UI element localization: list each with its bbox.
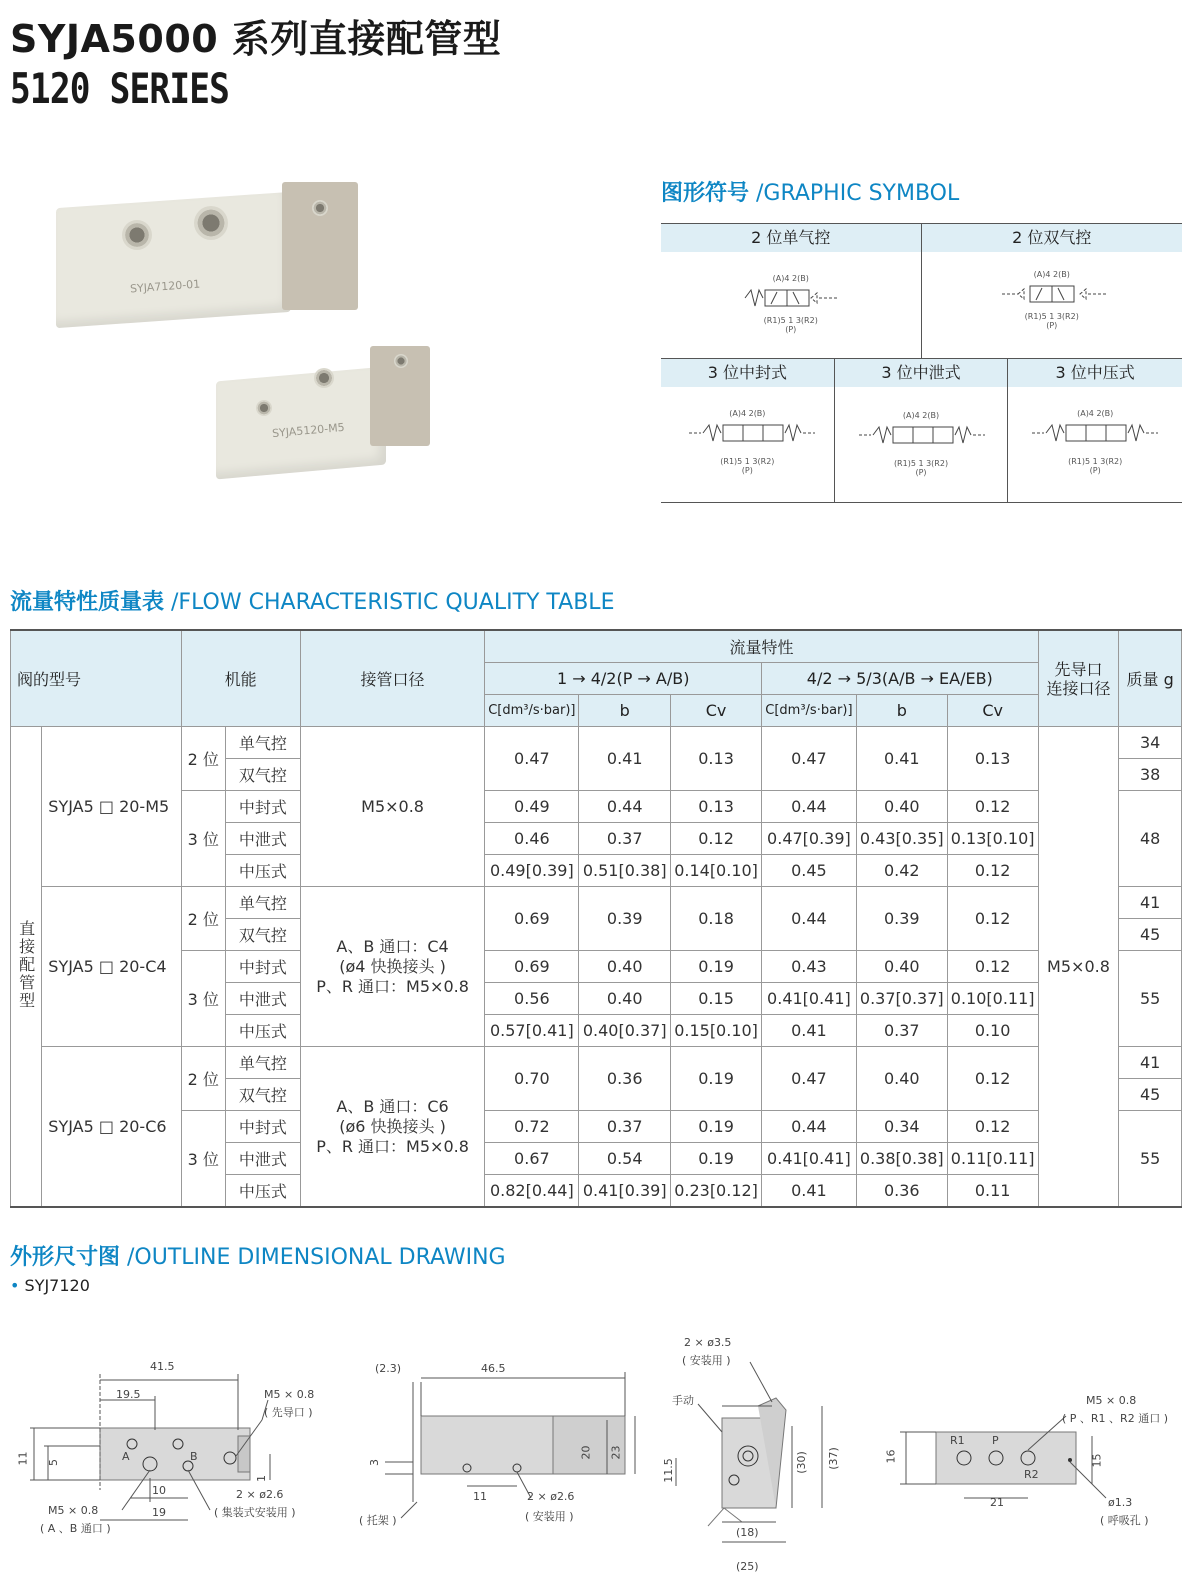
dim-label: 3 <box>368 1459 381 1466</box>
value-cell: 0.15[0.10] <box>671 1015 762 1047</box>
function-cell: 双气控 <box>226 1079 301 1111</box>
value-cell: 0.43[0.35] <box>856 823 947 855</box>
value-cell: 0.15 <box>671 983 762 1015</box>
function-cell: 中泄式 <box>226 983 301 1015</box>
dim-label: 2 × ø2.6 <box>527 1490 575 1503</box>
value-cell: 0.47 <box>761 1047 856 1111</box>
model-cell: SYJA5 □ 20-M5 <box>42 727 181 887</box>
value-cell: 0.47 <box>485 727 579 791</box>
value-cell: 0.41 <box>856 727 947 791</box>
value-cell: 0.39 <box>856 887 947 951</box>
value-cell: 0.46 <box>485 823 579 855</box>
dim-label: ( A 、B 通口 ) <box>40 1522 111 1535</box>
type-cell <box>11 727 42 1208</box>
value-cell: 0.10 <box>947 1015 1038 1047</box>
dim-label: 46.5 <box>481 1362 506 1375</box>
dim-label: 2 × ø3.5 <box>684 1336 732 1349</box>
value-cell: 0.69 <box>485 951 579 983</box>
value-cell: 0.13 <box>671 791 762 823</box>
outline-drawing-top <box>10 1360 340 1540</box>
value-cell: 0.44 <box>761 791 856 823</box>
dim-label: ( P 、R1 、R2 通口 ) <box>1062 1412 1168 1425</box>
value-cell: 0.11 <box>947 1175 1038 1208</box>
mass-cell: 45 <box>1119 919 1182 951</box>
dim-label: 10 <box>152 1484 166 1497</box>
symbol-header: 3 位中泄式 <box>834 359 1008 387</box>
value-cell: 0.36 <box>579 1047 671 1111</box>
function-cell: 中封式 <box>226 791 301 823</box>
value-cell: 0.11[0.11] <box>947 1143 1038 1175</box>
value-cell: 0.40 <box>856 791 947 823</box>
dim-label: ( 呼吸孔 ) <box>1100 1514 1149 1527</box>
dim-label: 19 <box>152 1506 166 1519</box>
dim-label: ( 安装用 ) <box>682 1354 731 1367</box>
value-cell: 0.34 <box>856 1111 947 1143</box>
mass-cell: 45 <box>1119 1079 1182 1111</box>
value-cell: 0.45 <box>761 855 856 887</box>
value-cell: 0.37 <box>579 823 671 855</box>
flow-characteristic-table <box>10 629 1182 1208</box>
mass-cell: 41 <box>1119 887 1182 919</box>
symbol-header: 3 位中压式 <box>1007 359 1182 387</box>
value-cell: 0.19 <box>671 1111 762 1143</box>
valve-symbol-icon <box>741 286 841 312</box>
value-cell: 0.72 <box>485 1111 579 1143</box>
head-function: 机能 <box>181 630 300 727</box>
outline-drawing-side <box>355 1362 645 1542</box>
dim-label: M5 × 0.8 <box>48 1504 99 1517</box>
function-cell: 中压式 <box>226 855 301 887</box>
value-cell: 0.13[0.10] <box>947 823 1038 855</box>
head-cv: Cv <box>947 695 1038 727</box>
mass-cell: 55 <box>1119 1111 1182 1208</box>
dim-label: (30) <box>794 1451 808 1474</box>
function-cell: 中泄式 <box>226 823 301 855</box>
function-cell: 单气控 <box>226 887 301 919</box>
position-cell: 3 位 <box>181 791 225 887</box>
outline-drawing-end <box>661 1336 872 1588</box>
value-cell: 0.12 <box>947 887 1038 951</box>
dim-label: (37) <box>826 1447 840 1470</box>
symbol-header: 2 位单气控 <box>661 224 921 252</box>
pilot-cell: M5×0.8 <box>1038 727 1119 1208</box>
position-cell: 2 位 <box>181 887 225 951</box>
value-cell: 0.70 <box>485 1047 579 1111</box>
symbol-3pos-exhaust: (A)4 2(B) (R1)5 1 3(R2) (P) <box>834 387 1008 502</box>
symbol-3pos-pressure: (A)4 2(B) (R1)5 1 3(R2) (P) <box>1007 387 1182 502</box>
value-cell: 0.43 <box>761 951 856 983</box>
function-cell: 双气控 <box>226 759 301 791</box>
port-r2-label: R2 <box>1024 1468 1039 1481</box>
head-pilot: 先导口 连接口径 <box>1038 630 1119 727</box>
value-cell: 0.47[0.39] <box>761 823 856 855</box>
value-cell: 0.41[0.41] <box>761 1143 856 1175</box>
value-cell: 0.19 <box>671 1047 762 1111</box>
page-title-cn: SYJA5000 系列直接配管型 <box>10 17 502 61</box>
value-cell: 0.13 <box>947 727 1038 791</box>
symbol-2pos-double: (A)4 2(B) (R1)5 1 3(R2) (P) <box>921 252 1183 358</box>
value-cell: 0.40 <box>856 1047 947 1111</box>
dim-label: 1 <box>255 1475 268 1482</box>
head-cv: Cv <box>671 695 762 727</box>
mass-cell: 48 <box>1119 791 1182 887</box>
model-cell: SYJA5 □ 20-C6 <box>42 1047 181 1208</box>
table-row <box>11 727 1182 759</box>
value-cell: 0.37 <box>579 1111 671 1143</box>
value-cell: 0.38[0.38] <box>856 1143 947 1175</box>
value-cell: 0.41 <box>761 1175 856 1208</box>
dim-label: (25) <box>736 1560 759 1573</box>
value-cell: 0.12 <box>947 1047 1038 1111</box>
port-a-label: A <box>122 1450 130 1463</box>
outline-drawing-bottom <box>880 1388 1180 1538</box>
value-cell: 0.23[0.12] <box>671 1175 762 1208</box>
value-cell: 0.13 <box>671 727 762 791</box>
flow-table-title: 流量特性质量表 /FLOW CHARACTERISTIC QUALITY TABLE <box>10 590 615 615</box>
value-cell: 0.51[0.38] <box>579 855 671 887</box>
value-cell: 0.56 <box>485 983 579 1015</box>
value-cell: 0.10[0.11] <box>947 983 1038 1015</box>
dim-label: 11 <box>16 1451 30 1466</box>
manual-label: 手动 <box>672 1394 694 1407</box>
dim-label: 16 <box>884 1449 898 1464</box>
value-cell: 0.41 <box>579 727 671 791</box>
position-cell: 2 位 <box>181 727 225 791</box>
function-cell: 双气控 <box>226 919 301 951</box>
dim-label: M5 × 0.8 <box>1086 1394 1137 1407</box>
value-cell: 0.41[0.41] <box>761 983 856 1015</box>
dim-label: 21 <box>990 1496 1004 1509</box>
valve-symbol-icon <box>1000 282 1110 308</box>
value-cell: 0.18 <box>671 887 762 951</box>
value-cell: 0.40 <box>856 951 947 983</box>
type-label: 直接配管型 <box>16 919 36 1010</box>
value-cell: 0.41[0.39] <box>579 1175 671 1208</box>
value-cell: 0.12 <box>947 951 1038 983</box>
head-model: 阀的型号 <box>11 630 182 727</box>
dim-label: (2.3) <box>375 1362 402 1375</box>
position-cell: 3 位 <box>181 951 225 1047</box>
value-cell: 0.14[0.10] <box>671 855 762 887</box>
dim-label: (18) <box>736 1526 759 1539</box>
value-cell: 0.49 <box>485 791 579 823</box>
table-row <box>11 1047 1182 1079</box>
value-cell: 0.40 <box>579 951 671 983</box>
value-cell: 0.54 <box>579 1143 671 1175</box>
value-cell: 0.37 <box>856 1015 947 1047</box>
mass-cell: 38 <box>1119 759 1182 791</box>
head-mass: 质量 g <box>1119 630 1182 727</box>
port-p-label: P <box>992 1434 999 1447</box>
value-cell: 0.82[0.44] <box>485 1175 579 1208</box>
value-cell: 0.40[0.37] <box>579 1015 671 1047</box>
photo-label-2: SYJA5120-M5 <box>271 420 346 441</box>
dim-label: M5 × 0.8 <box>264 1388 315 1401</box>
value-cell: 0.44 <box>761 1111 856 1143</box>
mass-cell: 34 <box>1119 727 1182 759</box>
model-cell: SYJA5 □ 20-C4 <box>42 887 181 1047</box>
head-b: b <box>579 695 671 727</box>
head-flow: 流量特性 <box>485 630 1038 663</box>
product-photo <box>50 178 370 488</box>
dim-label: 41.5 <box>150 1360 175 1373</box>
port-b-label: B <box>190 1450 198 1463</box>
value-cell: 0.39 <box>579 887 671 951</box>
port-cell: A、B 通口：C4 (ø4 快换接头 ) P、R 通口：M5×0.8 <box>300 887 485 1047</box>
value-cell: 0.42 <box>856 855 947 887</box>
symbol-3pos-closed: (A)4 2(B) (R1)5 1 3(R2) (P) <box>661 387 834 502</box>
function-cell: 单气控 <box>226 727 301 759</box>
dim-label: 2 × ø2.6 <box>236 1488 284 1501</box>
port-cell: M5×0.8 <box>300 727 485 887</box>
graphic-symbol-table <box>661 223 1182 503</box>
table-row <box>11 951 1182 983</box>
table-row <box>11 1111 1182 1143</box>
function-cell: 中压式 <box>226 1015 301 1047</box>
valve-symbol-icon <box>687 421 817 445</box>
table-row <box>11 887 1182 919</box>
port-cell: A、B 通口：C6 (ø6 快换接头 ) P、R 通口：M5×0.8 <box>300 1047 485 1208</box>
symbol-header: 3 位中封式 <box>661 359 834 387</box>
port-r1-label: R1 <box>950 1434 965 1447</box>
function-cell: 中泄式 <box>226 1143 301 1175</box>
function-cell: 单气控 <box>226 1047 301 1079</box>
page-title-en: 5120 SERIES <box>10 64 230 113</box>
valve-symbol-icon <box>857 423 987 447</box>
value-cell: 0.44 <box>579 791 671 823</box>
mass-cell: 55 <box>1119 951 1182 1047</box>
position-cell: 3 位 <box>181 1111 225 1208</box>
dim-label: 11 <box>473 1490 487 1503</box>
value-cell: 0.19 <box>671 1143 762 1175</box>
value-cell: 0.47 <box>761 727 856 791</box>
dim-label: ø1.3 <box>1108 1496 1133 1509</box>
value-cell: 0.12 <box>947 855 1038 887</box>
dim-label: ( 集装式安装用 ) <box>214 1506 296 1519</box>
dim-label: ( 先导口 ) <box>264 1406 313 1419</box>
outline-model: • SYJ7120 <box>10 1276 90 1295</box>
value-cell: 0.12 <box>671 823 762 855</box>
dim-label: ( 托架 ) <box>359 1514 397 1527</box>
function-cell: 中封式 <box>226 1111 301 1143</box>
value-cell: 0.49[0.39] <box>485 855 579 887</box>
value-cell: 0.37[0.37] <box>856 983 947 1015</box>
dim-label: ( 安装用 ) <box>525 1510 574 1523</box>
value-cell: 0.41 <box>761 1015 856 1047</box>
mass-cell: 41 <box>1119 1047 1182 1079</box>
value-cell: 0.19 <box>671 951 762 983</box>
graphic-symbol-title: 图形符号 /GRAPHIC SYMBOL <box>661 181 960 206</box>
dim-label: 23 <box>609 1445 623 1460</box>
outline-title: 外形尺寸图 /OUTLINE DIMENSIONAL DRAWING <box>10 1245 506 1270</box>
value-cell: 0.44 <box>761 887 856 951</box>
table-row <box>11 791 1182 823</box>
symbol-2pos-single: (A)4 2(B) (R1)5 1 3(R2) (P) <box>661 252 921 358</box>
value-cell: 0.57[0.41] <box>485 1015 579 1047</box>
head-port: 接管口径 <box>300 630 485 727</box>
value-cell: 0.67 <box>485 1143 579 1175</box>
dim-label: 20 <box>579 1445 593 1460</box>
head-dir2: 4/2 → 5/3(A/B → EA/EB) <box>761 663 1038 695</box>
value-cell: 0.36 <box>856 1175 947 1208</box>
dim-label: 15 <box>1090 1453 1104 1468</box>
head-c: C[dm³/s·bar)] <box>485 695 579 727</box>
function-cell: 中压式 <box>226 1175 301 1208</box>
function-cell: 中封式 <box>226 951 301 983</box>
dim-label: 11.5 <box>661 1458 675 1483</box>
position-cell: 2 位 <box>181 1047 225 1111</box>
dim-label: 5 <box>47 1459 60 1466</box>
head-c: C[dm³/s·bar)] <box>761 695 856 727</box>
head-b: b <box>856 695 947 727</box>
head-dir1: 1 → 4/2(P → A/B) <box>485 663 762 695</box>
value-cell: 0.69 <box>485 887 579 951</box>
dim-label: 19.5 <box>116 1388 141 1401</box>
value-cell: 0.12 <box>947 1111 1038 1143</box>
symbol-header: 2 位双气控 <box>921 224 1183 252</box>
valve-symbol-icon <box>1030 421 1160 445</box>
value-cell: 0.40 <box>579 983 671 1015</box>
photo-label-1: SYJA7120-01 <box>129 277 201 296</box>
value-cell: 0.12 <box>947 791 1038 823</box>
